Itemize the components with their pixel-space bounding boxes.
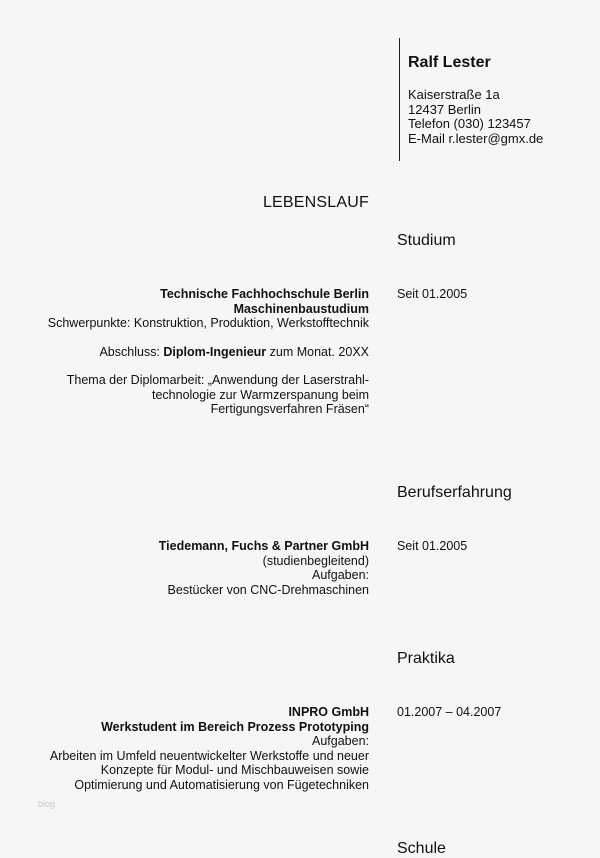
berufserfahrung-task: Bestücker von CNC-Drehmaschinen [167, 582, 369, 597]
section-heading-studium: Studium [397, 232, 456, 249]
watermark: blog [38, 799, 56, 809]
berufserfahrung-tasks-label: Aufgaben: [312, 568, 369, 582]
praktika-task-line-3: Optimierung und Automatisierung von Fügetechniken [74, 777, 369, 792]
contact-city: 12437 Berlin [408, 101, 481, 117]
praktika-date: 01.2007 – 04.2007 [397, 705, 502, 719]
praktika-tasks-label: Aufgaben: [312, 734, 369, 748]
contact-street: Kaiserstraße 1a [408, 87, 500, 102]
praktika-entry [29, 705, 369, 792]
studium-degree: Abschluss: Diplom-Ingenieur zum Monat. 20XX [99, 344, 369, 359]
studium-date: Seit 01.2005 [397, 287, 468, 301]
contact-phone: Telefon (030) 123457 [408, 116, 531, 131]
section-heading-schule: Schule [397, 840, 446, 857]
berufserfahrung-company: Tiedemann, Fuchs & Partner GmbH [158, 539, 369, 553]
praktika-task-line-1: Arbeiten im Umfeld neuentwickelter Werkstoffe und neuer [49, 748, 369, 763]
studium-institution: Technische Fachhochschule Berlin [160, 287, 369, 301]
studium-thesis-line-3: Fertigungsverfahren Fräsen“ [210, 402, 369, 416]
praktika-role: Werkstudent im Bereich Prozess Prototyping [101, 719, 369, 734]
applicant-name: Ralf Lester [408, 54, 491, 71]
berufserfahrung-date: Seit 01.2005 [397, 539, 468, 553]
section-heading-berufserfahrung: Berufserfahrung [397, 484, 512, 501]
document-title: LEBENSLAUF [262, 194, 369, 211]
studium-program: Maschinenbaustudium [233, 301, 369, 316]
header-divider-line [399, 38, 400, 161]
studium-thesis-line-1: Thema der Diplomarbeit: „Anwendung der Laserstrahl- [66, 373, 369, 387]
studium-thesis-line-2: technologie zur Warmzerspanung beim [151, 387, 369, 402]
praktika-task-line-2: Konzepte für Modul- und Mischbauweisen sowie [100, 763, 369, 777]
contact-block [408, 88, 543, 146]
section-heading-praktika: Praktika [397, 650, 455, 667]
studium-focus: Schwerpunkte: Konstruktion, Produktion, Werkstofftechnik [47, 316, 369, 330]
berufserfahrung-note: (studienbegleitend) [262, 553, 369, 568]
studium-entry [29, 287, 369, 417]
contact-email: E-Mail r.lester@gmx.de [408, 130, 544, 146]
praktika-company: INPRO GmbH [288, 705, 369, 719]
berufserfahrung-entry [29, 539, 369, 597]
